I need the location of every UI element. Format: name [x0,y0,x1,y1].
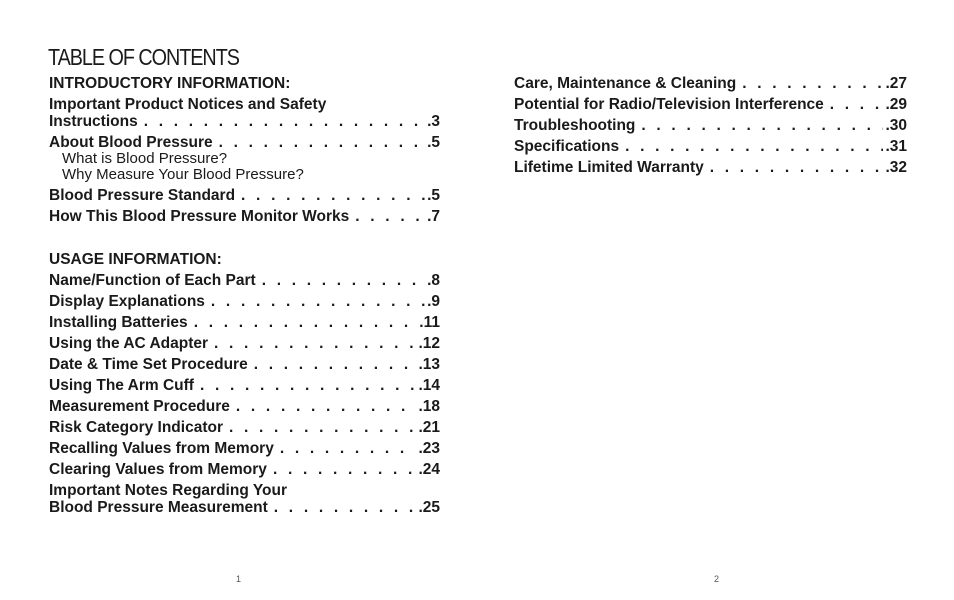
dot-leader [273,461,417,478]
dot-leader [262,272,425,289]
toc-page-number: .14 [418,377,440,394]
dot-leader [641,117,883,134]
intro-section [49,75,440,229]
toc-entry-line [49,398,440,415]
toc-entry-line [49,356,440,373]
toc-entry-title: Care, Maintenance & Cleaning [514,75,737,92]
toc-entry-line [49,377,440,394]
toc-entry-line [514,117,907,134]
toc-entry-title: Measurement Procedure [49,398,230,415]
toc-page-number: .21 [418,419,440,436]
toc-page-number: .7 [427,208,440,225]
toc-entry-title: Specifications [514,138,620,155]
toc-entry-title: Lifetime Limited Warranty [514,159,704,176]
toc-page-number: .29 [885,96,907,113]
toc-page-number: .27 [885,75,907,92]
dot-leader [219,134,425,151]
toc-page-number: .23 [418,440,440,457]
toc-page-number: .30 [885,117,907,134]
toc-entry-line [49,335,440,352]
usage-entries [49,272,440,516]
toc-entry [514,75,907,92]
toc-entry-line [49,134,440,151]
toc-page-number: .3 [427,113,440,130]
dot-leader [254,356,417,373]
toc-entry [49,461,440,478]
toc-entry-line [49,419,440,436]
usage-section [49,251,440,520]
toc-entry [49,377,440,394]
toc-entry-title: Using The Arm Cuff [49,377,194,394]
toc-entry [49,293,440,310]
dot-leader [710,159,884,176]
toc-entry-line [49,293,440,310]
dot-leader [236,398,417,415]
toc-page-number: .13 [418,356,440,373]
toc-entry-line [514,138,907,155]
toc-entry [49,272,440,289]
usage-heading: USAGE INFORMATION: [49,251,222,268]
toc-page-number: .5 [427,134,440,151]
dot-leader [355,208,425,225]
toc-entry-title: Display Explanations [49,293,205,310]
dot-leader [625,138,883,155]
toc-entry-line [49,461,440,478]
toc-entry [514,117,907,134]
toc-entry-title: Installing Batteries [49,314,188,331]
intro-heading: INTRODUCTORY INFORMATION: [49,75,291,92]
toc-entry-line [514,159,907,176]
toc-page-number: .31 [885,138,907,155]
toc-page-number: .9 [427,293,440,310]
toc-page-number: .25 [418,499,440,516]
toc-entry-title: Troubleshooting [514,117,636,134]
toc-page-number: .11 [419,314,440,331]
toc-entry-line [49,440,440,457]
toc-entry-title: Potential for Radio/Television Interference [514,96,824,113]
right-section [514,75,907,180]
toc-entry [49,187,440,204]
dot-leader [214,335,416,352]
toc-entry-title: Instructions [49,113,138,130]
dot-leader [830,96,884,113]
dot-leader [200,377,416,394]
toc-subentry: Why Measure Your Blood Pressure? [62,166,304,183]
dot-leader [194,314,418,331]
toc-entry [49,335,440,352]
toc-entry [49,419,440,436]
toc-entry-title: Important Product Notices and Safety [49,96,327,113]
dot-leader [241,187,425,204]
toc-entry [49,208,440,225]
toc-entry-title: Name/Function of Each Part [49,272,256,289]
dot-leader [280,440,417,457]
toc-entry-line [514,96,907,113]
toc-entry-title: Using the AC Adapter [49,335,209,352]
dot-leader [229,419,416,436]
toc-entry-line [49,208,440,225]
toc-entry-line [49,314,440,331]
toc-page-number: .5 [427,187,440,204]
toc-page-number: .32 [885,159,907,176]
toc-entry [514,159,907,176]
page-title: TABLE OF CONTENTS [48,44,239,70]
toc-entry [514,96,907,113]
toc-entry-line [49,113,440,130]
toc-page-number: .12 [418,335,440,352]
toc-entry [49,398,440,415]
toc-entry-title: Date & Time Set Procedure [49,356,248,373]
toc-entry-line [49,499,440,516]
page-number-left: 1 [236,574,242,584]
toc-entry [49,440,440,457]
toc-page-number: .18 [418,398,440,415]
toc-subentry: What is Blood Pressure? [62,150,228,167]
toc-entry [514,138,907,155]
toc-entry-title: About Blood Pressure [49,134,213,151]
toc-entry-title: Important Notes Regarding Your [49,482,287,499]
dot-leader [274,499,417,516]
toc-entry-title: Recalling Values from Memory [49,440,274,457]
intro-entries [49,96,440,225]
toc-page-number: .8 [427,272,440,289]
toc-entry-line [49,272,440,289]
toc-entry-line [514,75,907,92]
dot-leader [144,113,425,130]
toc-entry [49,96,440,130]
dot-leader [211,293,425,310]
toc-entry-line [49,482,440,499]
right-entries [514,75,907,176]
page-number-right: 2 [714,574,720,584]
right-page [477,0,954,600]
dot-leader [742,75,883,92]
toc-entry-title: Blood Pressure Standard [49,187,236,204]
toc-entry [49,134,440,183]
toc-entry-title: Risk Category Indicator [49,419,223,436]
toc-entry-title: How This Blood Pressure Monitor Works [49,208,350,225]
toc-entry-title: Clearing Values from Memory [49,461,267,478]
toc-entry-title: Blood Pressure Measurement [49,499,268,516]
toc-entry-line [49,187,440,204]
toc-entry [49,356,440,373]
toc-entry [49,314,440,331]
toc-page-number: .24 [418,461,440,478]
toc-entry [49,482,440,516]
toc-entry-line [49,96,440,113]
